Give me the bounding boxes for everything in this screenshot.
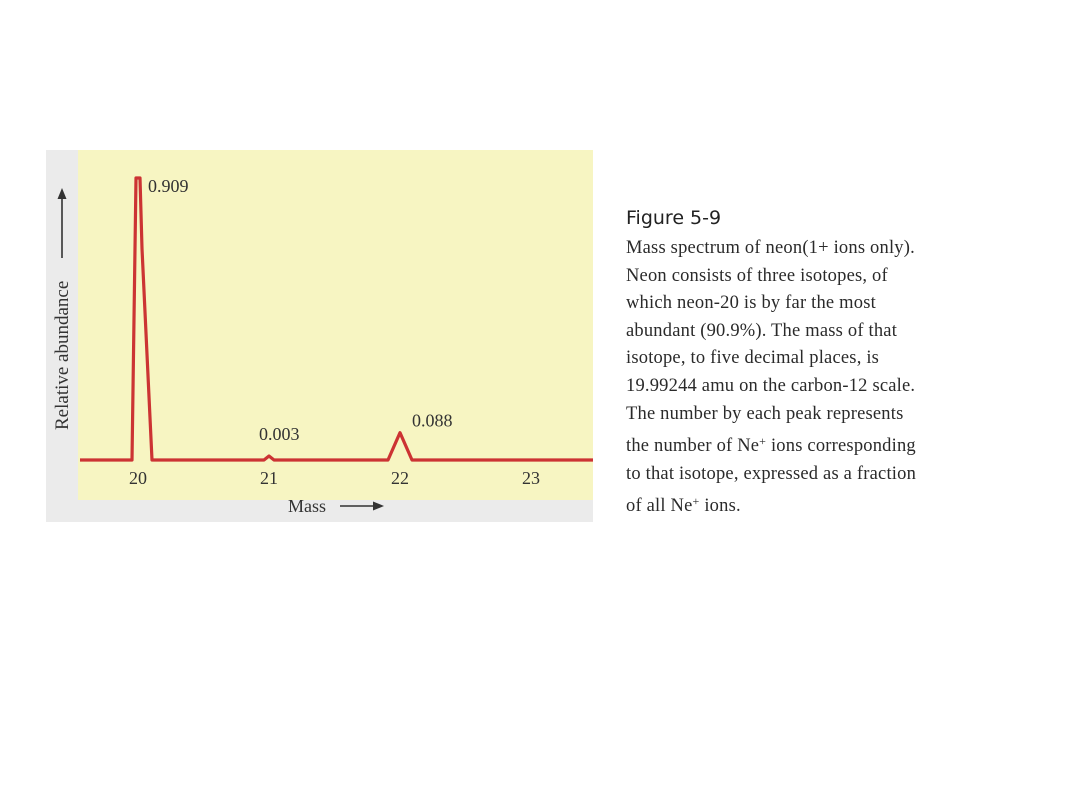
x-tick-23: 23 [522, 468, 540, 488]
caption-segment: to that isotope, expressed as a fraction [626, 463, 917, 484]
caption-line [626, 401, 1026, 429]
caption-line [626, 373, 1026, 401]
caption-line [626, 428, 1026, 461]
caption-line [626, 263, 1026, 291]
x-tick-22: 22 [391, 468, 409, 488]
caption-line [626, 345, 1026, 373]
peak-label-0-003: 0.003 [259, 424, 300, 444]
caption-line [626, 290, 1026, 318]
caption-text [626, 235, 1026, 521]
caption-segment: of all Ne [626, 496, 693, 517]
caption-segment: Neon consists of three isotopes, of [626, 265, 888, 286]
caption-line [626, 488, 1026, 521]
caption-segment: 19.99244 amu on the carbon-12 scale. [626, 375, 916, 396]
caption-segment: isotope, to five decimal places, is [626, 348, 880, 369]
superscript-plus: + [692, 494, 700, 509]
plot-background [78, 150, 593, 522]
caption-segment: ions. [699, 496, 741, 517]
superscript-plus: + [759, 434, 767, 449]
caption-title: Figure 5-9 [626, 207, 722, 229]
caption-segment: ions corresponding [766, 436, 916, 457]
x-tick-20: 20 [129, 468, 147, 488]
figure-caption [626, 205, 1026, 521]
caption-segment: the number of Ne [626, 436, 760, 457]
caption-segment: Mass spectrum of neon(1+ ions only). [626, 238, 915, 258]
peak-label-0-088: 0.088 [412, 410, 453, 431]
x-axis-label: Mass [288, 496, 327, 516]
caption-line [626, 235, 1026, 263]
caption-segment: which neon-20 is by far the most [626, 293, 876, 314]
caption-segment: The number by each peak represents [626, 403, 904, 424]
caption-line [626, 461, 1026, 489]
caption-line [626, 318, 1026, 346]
y-axis-label: Relative abundance [52, 280, 73, 430]
x-tick-21: 21 [260, 468, 278, 488]
peak-label-0-909: 0.909 [148, 176, 189, 196]
caption-segment: abundant (90.9%). The mass of that [626, 320, 898, 341]
